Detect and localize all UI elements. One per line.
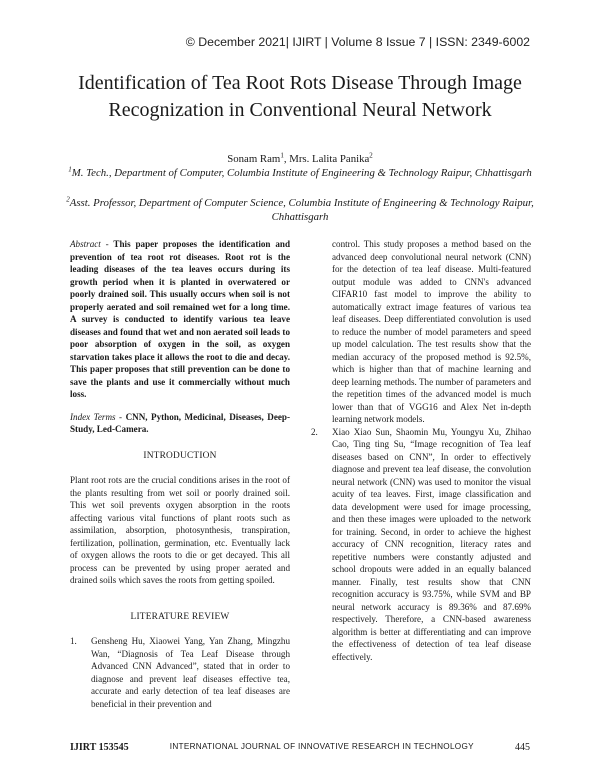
affiliation-2 (60, 196, 540, 224)
index-terms-text: CNN, Python, Medicinal, Diseases, Deep-Study, Led-Camera. (70, 411, 290, 434)
page-footer (70, 742, 530, 753)
left-column (70, 238, 290, 710)
index-terms (70, 411, 290, 436)
affil-text: Asst. Professor, Department of Computer Science, Columbia Institute of Engineering & Technology Raipur, Chhattisgarh (69, 197, 534, 223)
reference-number: 2. (311, 426, 318, 437)
affil-text: M. Tech., Department of Computer, Columbia Institute of Engineering & Technology Raipur, Chhattisgarh (71, 167, 532, 179)
literature-review-heading: LITERATURE REVIEW (130, 611, 230, 622)
page-number: 445 (515, 742, 530, 753)
right-column (311, 238, 531, 663)
author-name: Sonam Ram (227, 153, 281, 165)
paper-title (40, 70, 560, 124)
paper-id: IJIRT 153545 (70, 742, 129, 753)
affiliation-1 (60, 166, 540, 180)
title-line-2: Recognization in Conventional Neural Network (108, 99, 492, 121)
index-terms-label: Index Terms - (70, 411, 123, 422)
introduction-paragraph: Plant root rots are the crucial conditions arises in the root of the plants resulting from wet soil or poorly drained soil. This wet soil prevents oxygen absorption in the roots affecting various vital functions of plant roots such as assimilation, absorption, photosynthesis, transpiration, fertilization, pollination, germination, etc. Eventually lack of oxygen allows the roots to die or get decayed. This all process can be prevented by using proper aerated and drained soils which saves the roots from getting spoiled. (70, 475, 290, 585)
reference-item-2 (311, 426, 531, 664)
author-list: Sonam Ram$^1$, Mrs. Lalita Panika$^2$ (227, 151, 373, 165)
reference-text-continued: control. This study proposes a method based on the advanced deep convolutional neural network (CNN) for the detection of tea leaf disease. Multi-featured output module was added to CNN's advanced CIFAR10 fast model to improve the ability to automatically extract image features of various tea leaf diseases. Deep differentiated convolution is used to reduce the number of model parameters and speed up model calculation. The test results show that the median accuracy of the proposed method is 92.5%, which is higher than that of machine learning and deep learning methods. The number of parameters and the repetition times of the advanced model is much lower than that of VGG16 and Alex Net in-depth learning network models. (332, 239, 531, 424)
author-name: Mrs. Lalita Panika (289, 153, 370, 165)
affil-mark: 2 (66, 195, 70, 204)
journal-citation-header: © December 2021| IJIRT | Volume 8 Issue 7 | ISSN: 2349-6002 (185, 35, 530, 49)
journal-name: INTERNATIONAL JOURNAL OF INNOVATIVE RESEARCH IN TECHNOLOGY (169, 742, 474, 751)
reference-text: Gensheng Hu, Xiaowei Yang, Yan Zhang, Mingzhu Wan, “Diagnosis of Tea Leaf Disease through Advanced CNN Advanced”, stated that in order to diagnose and prevent leaf diseases effective tea, accurate and early detection of tea leaf diseases are beneficial in their prevention and (91, 636, 290, 709)
author-affil-mark: 2 (369, 151, 373, 160)
abstract (70, 238, 290, 401)
reference-item-1-continued (311, 238, 531, 426)
introduction-heading: INTRODUCTION (143, 450, 217, 461)
abstract-label: Abstract - (70, 239, 109, 249)
reference-number: 1. (70, 636, 77, 646)
affil-mark: 1 (68, 165, 72, 174)
title-line-1: Identification of Tea Root Rots Disease Through Image (78, 72, 522, 94)
reference-text: Xiao Xiao Sun, Shaomin Mu, Youngyu Xu, Zhihao Cao, Ting ting Su, “Image recognition of Tea leaf diseases based on CNN”, In order to effectively diagnose and prevent tea leaf disease, the convolution neural network (CNN) was used to monitor the visual acuity of tea leaves. First, image classification and data development were used for image processing, and then these images were uploaded to the network for training. Second, in order to achieve the highest accuracy of CNN recognition, literacy rates and repetitive numbers were constantly adjusted and school dropouts were added in an equally balanced manner. Finally, test results show that CNN recognition accuracy is 93.75%, while SVM and BP neural network accuracy is 89.36% and 87.69% respectively. Therefore, a CNN-based awareness algorithm is better at differentiating and can improve the effectiveness of detection of tea leaf disease effectively. (332, 426, 531, 662)
abstract-text: This paper proposes the identification and prevention of tea root rot diseases. Root rot is the leading diseases of the tea leaves occurs during its growth period when it is planted in overwatered or poorly drained soil. This usually occurs when soil is not properly aerated and soil remained wet for a long time. A survey is conducted to identify various tea leave diseases and found that wet and non aerated soil leads to poor absorption of oxygen in the soil, as oxygen starvation takes place it allows the root to die and decay. This paper proposes that still prevention can be done to save the plants and use it commercially without much loss. (70, 239, 291, 399)
reference-item-1 (70, 635, 290, 710)
author-affil-mark: 1 (280, 151, 284, 160)
